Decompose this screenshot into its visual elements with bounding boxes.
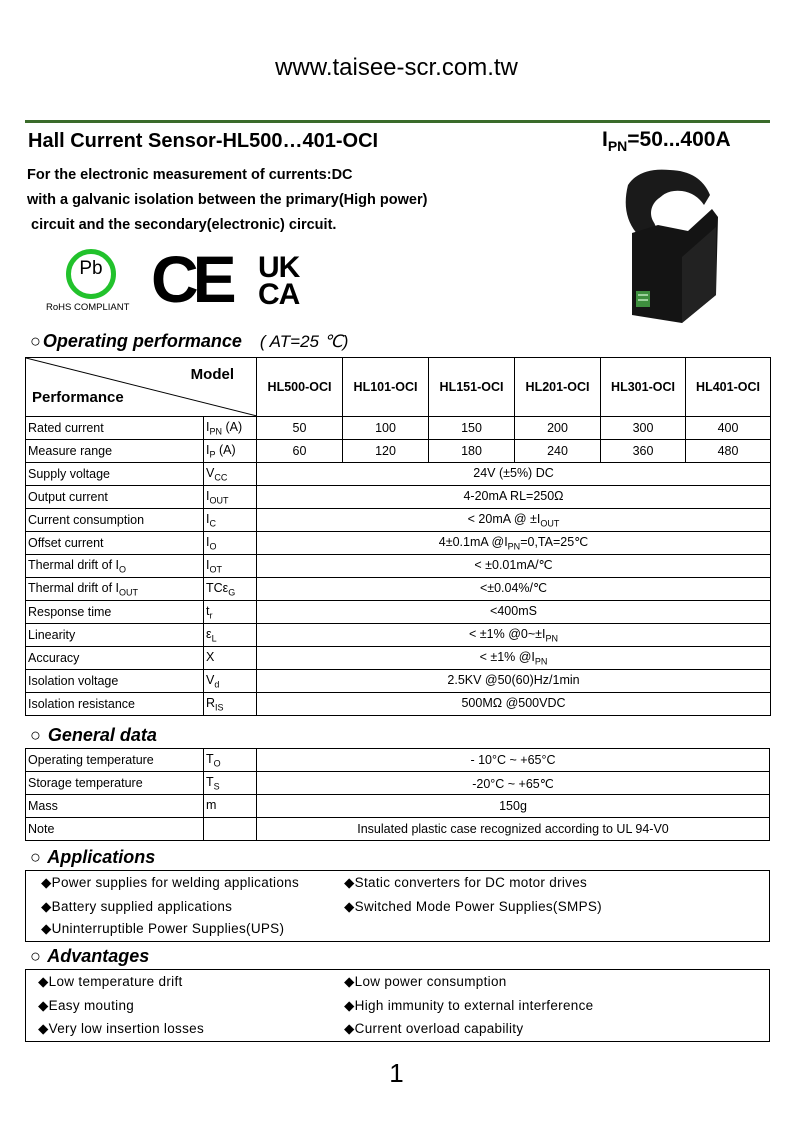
param-name: Rated current [26,417,204,440]
param-value: < ±1% $@0\sim\pm I_{PN}$ [257,624,771,647]
table-row [26,509,771,532]
param-symbol: $T_O$ [204,749,257,772]
ukca-mark-logo [258,251,300,311]
param-name: Supply voltage [26,463,204,486]
page-number: 1 [389,1058,404,1088]
ipn-sub: PN [607,138,628,155]
table-row [26,795,770,818]
table-row [26,486,771,509]
param-name: Mass [26,795,204,818]
table-row [26,670,771,693]
param-name: Accuracy [26,647,204,670]
rated-value: 300 [601,417,686,440]
model-label: Model [190,366,234,383]
measure-value: 480 [686,440,771,463]
param-name: Current consumption [26,509,204,532]
param-symbol: $V_d$ [204,670,257,693]
table-row [26,601,771,624]
sensor-product-image [600,165,730,325]
model-header: HL201-OCI [515,358,601,417]
param-name: Operating temperature [26,749,204,772]
param-symbol: $I_O$ [204,532,257,555]
table-row [26,578,771,601]
pb-label: Pb [79,258,103,279]
section-operating-condition: ( AT=25 ℃) [259,332,349,351]
param-value: < ±0.01mA/℃ [257,555,771,578]
model-header: HL301-OCI [601,358,686,417]
model-performance-header [26,358,257,417]
table-row [26,532,771,555]
list-item: ◆Current overload capability [344,1021,524,1036]
section-general-title: ○ General data [30,725,157,745]
list-item: ◆Very low insertion losses [38,1021,204,1036]
intro-line: circuit and the secondary(electronic) circuit. [27,217,337,233]
table-row [26,772,770,795]
section-general-label: General data [47,725,157,745]
param-value: <400mS [257,601,771,624]
performance-label: Performance [32,389,124,406]
measure-value: 180 [429,440,515,463]
applications-box [25,870,770,942]
rated-value: 50 [257,417,343,440]
param-name: Offset current [26,532,204,555]
param-symbol: $\varepsilon_L$ [204,624,257,647]
rated-value: 400 [686,417,771,440]
param-name: Isolation voltage [26,670,204,693]
param-value: -20°C ~ +65℃ [257,772,770,795]
intro-text [27,163,427,238]
ipn-symbol: I [602,128,608,151]
param-value: < ±1% $@I_{PN}$ [257,647,771,670]
param-symbol: m [204,795,257,818]
ukca-bottom: CA [258,278,300,311]
section-advantages-label: Advantages [47,946,150,966]
advantages-box [25,969,770,1042]
param-symbol [204,818,257,841]
list-item: ◆Low temperature drift [38,974,183,989]
ipn-value: =50...400A [627,128,731,151]
ipn-range [602,128,731,154]
param-value: - 10°C ~ +65°C [257,749,770,772]
list-item: ◆Static converters for DC motor drives [344,875,588,890]
intro-line: For the electronic measurement of currents:DC [27,167,353,183]
param-name: Note [26,818,204,841]
rated-value: 100 [343,417,429,440]
param-symbol: $I_P$ (A) [204,440,257,463]
rated-value: 150 [429,417,515,440]
param-value: 4-20mA RL=250Ω [257,486,771,509]
param-name: Output current [26,486,204,509]
list-item: ◆Uninterruptible Power Supplies(UPS) [41,921,285,936]
param-name: Thermal drift of $I_{OUT}$ [26,578,204,601]
measure-value: 240 [515,440,601,463]
measure-value: 360 [601,440,686,463]
table-row [26,693,771,716]
measure-value: 120 [343,440,429,463]
section-operating-title: ○ Operating performance ( AT=25 ℃) [30,331,349,351]
ce-mark-logo: CE [151,242,231,316]
param-name: Thermal drift of $I_O$ [26,555,204,578]
ukca-top: UK [258,251,300,284]
param-value: 150g [257,795,770,818]
page-title: Hall Current Sensor-HL500…401-OCI [28,130,379,152]
list-item: ◆Low power consumption [344,974,507,989]
section-applications-label: Applications [47,847,156,867]
param-symbol: $t_r$ [204,601,257,624]
table-row [26,555,771,578]
param-name: Response time [26,601,204,624]
section-operating-label: Operating performance [42,331,242,351]
model-header: HL401-OCI [686,358,771,417]
list-item: ◆Power supplies for welding applications [41,875,300,890]
list-item: ◆High immunity to external interference [344,998,594,1013]
intro-line: with a galvanic isolation between the primary(High power) [27,192,428,208]
model-header: HL101-OCI [343,358,429,417]
performance-table [25,357,771,716]
param-value: 24V (±5%) DC [257,463,771,486]
table-header-row [26,358,771,417]
param-value: Insulated plastic case recognized according to UL 94-V0 [257,818,770,841]
param-symbol: $I_{PN}$ (A) [204,417,257,440]
param-symbol: $I_C$ [204,509,257,532]
param-symbol: X [204,647,257,670]
list-item: ◆Easy mouting [38,998,135,1013]
param-symbol: $T_S$ [204,772,257,795]
param-value: <±0.04%/℃ [257,578,771,601]
param-value: < 20mA @ $\pm I_{OUT}$ [257,509,771,532]
param-value: 4±0.1mA $@I_{PN}=0,TA=25℃$ [257,532,771,555]
table-row [26,440,771,463]
param-symbol: $R_{IS}$ [204,693,257,716]
list-item: ◆Battery supplied applications [41,899,233,914]
param-name: Measure range [26,440,204,463]
param-symbol: $V_{CC}$ [204,463,257,486]
table-row [26,818,770,841]
general-table [25,748,770,841]
rated-value: 200 [515,417,601,440]
param-value: 500MΩ @500VDC [257,693,771,716]
model-header: HL151-OCI [429,358,515,417]
list-item: ◆Switched Mode Power Supplies(SMPS) [344,899,602,914]
table-row [26,647,771,670]
website-url: www.taisee-scr.com.tw [275,54,518,81]
header-rule [25,120,770,123]
param-symbol: $I_{OT}$ [204,555,257,578]
table-row [26,749,770,772]
param-name: Isolation resistance [26,693,204,716]
rohs-label: RoHS COMPLIANT [46,302,130,313]
param-value: 2.5KV @50(60)Hz/1min [257,670,771,693]
measure-value: 60 [257,440,343,463]
param-name: Linearity [26,624,204,647]
table-row [26,624,771,647]
table-row [26,417,771,440]
param-symbol: TCε$_G$ [204,578,257,601]
model-header: HL500-OCI [257,358,343,417]
param-name: Storage temperature [26,772,204,795]
table-row [26,463,771,486]
section-advantages-title: ○ Advantages [30,946,150,966]
param-symbol: $I_{OUT}$ [204,486,257,509]
section-applications-title: ○ Applications [30,847,156,867]
